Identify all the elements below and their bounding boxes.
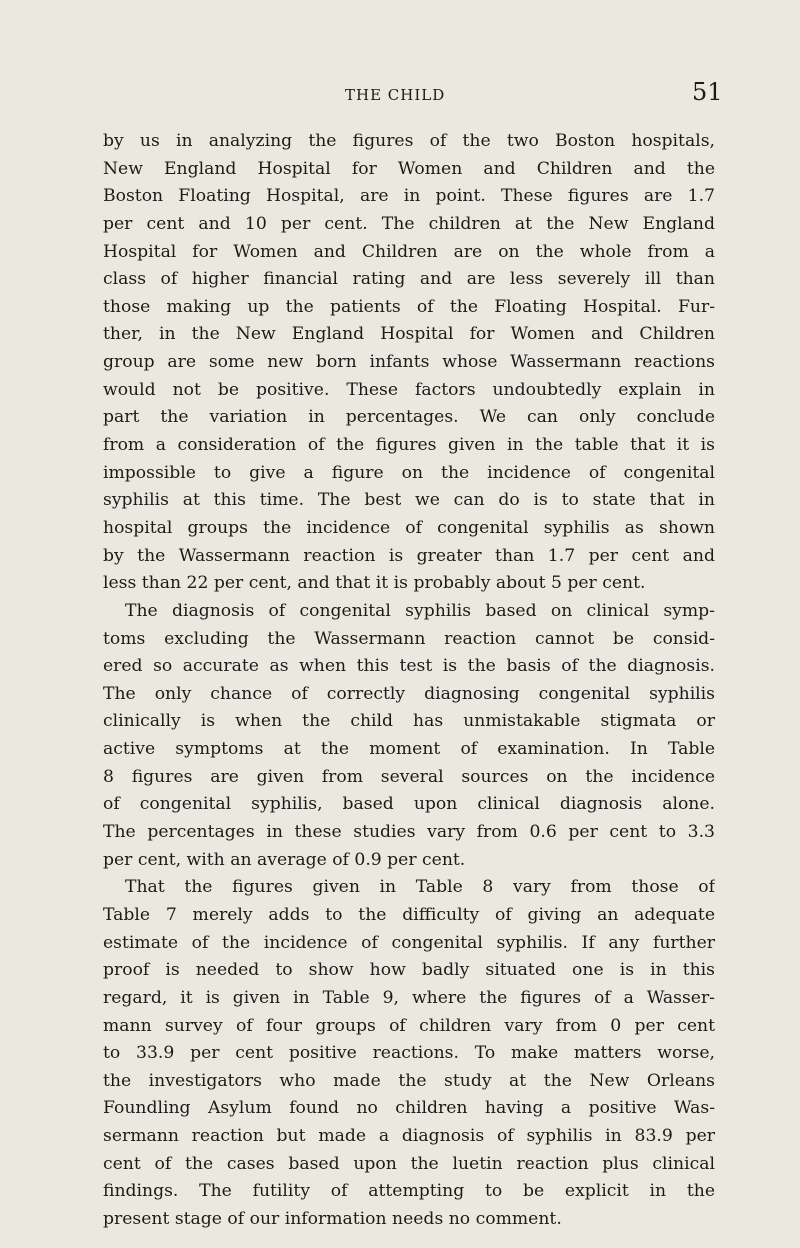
text-line: proof is needed to show how badly situated one is in this	[103, 960, 715, 981]
text-line: from a consideration of the figures given in the table that it is	[103, 435, 715, 456]
text-line: estimate of the incidence of congenital syphilis. If any further	[103, 932, 715, 953]
text-line: New England Hospital for Women and Children and the	[103, 158, 715, 179]
text-line: 8 figures are given from several sources on the incidence	[103, 766, 715, 787]
body-text	[103, 128, 715, 1234]
text-line: less than 22 per cent, and that it is probably about 5 per cent.	[103, 573, 646, 594]
text-line: The diagnosis of congenital syphilis based on clinical symp-	[125, 600, 715, 621]
text-line: ther, in the New England Hospital for Women and Children	[103, 324, 715, 345]
text-line: syphilis at this time. The best we can do is to state that in	[103, 490, 715, 511]
text-line: findings. The futility of attempting to be explicit in the	[103, 1181, 715, 1202]
text-line: ered so accurate as when this test is the basis of the diagnosis.	[103, 656, 715, 677]
text-line: Foundling Asylum found no children having a positive Was-	[103, 1098, 715, 1119]
text-line: class of higher financial rating and are less severely ill than	[103, 269, 715, 290]
text-line: The only chance of correctly diagnosing congenital syphilis	[103, 683, 715, 704]
text-line: regard, it is given in Table 9, where the figures of a Wasser-	[103, 987, 715, 1008]
text-line: group are some new born infants whose Wassermann reactions	[103, 352, 715, 373]
text-line: the investigators who made the study at the New Orleans	[103, 1070, 715, 1091]
text-line: impossible to give a figure on the incidence of congenital	[103, 462, 715, 483]
text-line: Table 7 merely adds to the difficulty of giving an adequate	[103, 904, 715, 925]
text-line: those making up the patients of the Floating Hospital. Fur-	[103, 296, 715, 317]
text-line: by us in analyzing the figures of the two Boston hospitals,	[103, 131, 715, 151]
page-number: 51	[692, 78, 723, 106]
text-line: present stage of our information needs no comment.	[103, 1208, 562, 1229]
text-line: would not be positive. These factors undoubtedly explain in	[103, 379, 715, 400]
text-line: Hospital for Women and Children are on the whole from a	[103, 241, 715, 262]
text-line: by the Wassermann reaction is greater than 1.7 per cent and	[103, 545, 715, 566]
text-line: hospital groups the incidence of congenital syphilis as shown	[103, 517, 715, 538]
text-line: of congenital syphilis, based upon clinical diagnosis alone.	[103, 794, 715, 815]
text-line: mann survey of four groups of children vary from 0 per cent	[103, 1015, 715, 1036]
text-line: per cent, with an average of 0.9 per cent.	[103, 849, 466, 870]
text-line: to 33.9 per cent positive reactions. To make matters worse,	[103, 1043, 715, 1064]
running-head: THE CHILD	[345, 86, 446, 104]
text-line: per cent and 10 per cent. The children at the New England	[103, 213, 715, 234]
text-line: That the figures given in Table 8 vary from those of	[125, 877, 715, 898]
text-line: sermann reaction but made a diagnosis of syphilis in 83.9 per	[103, 1126, 715, 1147]
text-line: Boston Floating Hospital, are in point. These figures are 1.7	[103, 186, 715, 207]
text-line: clinically is when the child has unmistakable stigmata or	[103, 711, 715, 732]
text-line: part the variation in percentages. We can only conclude	[103, 407, 715, 428]
text-line: cent of the cases based upon the luetin reaction plus clinical	[103, 1153, 715, 1174]
text-line: toms excluding the Wassermann reaction cannot be consid-	[103, 628, 715, 649]
text-line: The percentages in these studies vary from 0.6 per cent to 3.3	[103, 822, 715, 843]
text-line: active symptoms at the moment of examination. In Table	[103, 739, 715, 760]
